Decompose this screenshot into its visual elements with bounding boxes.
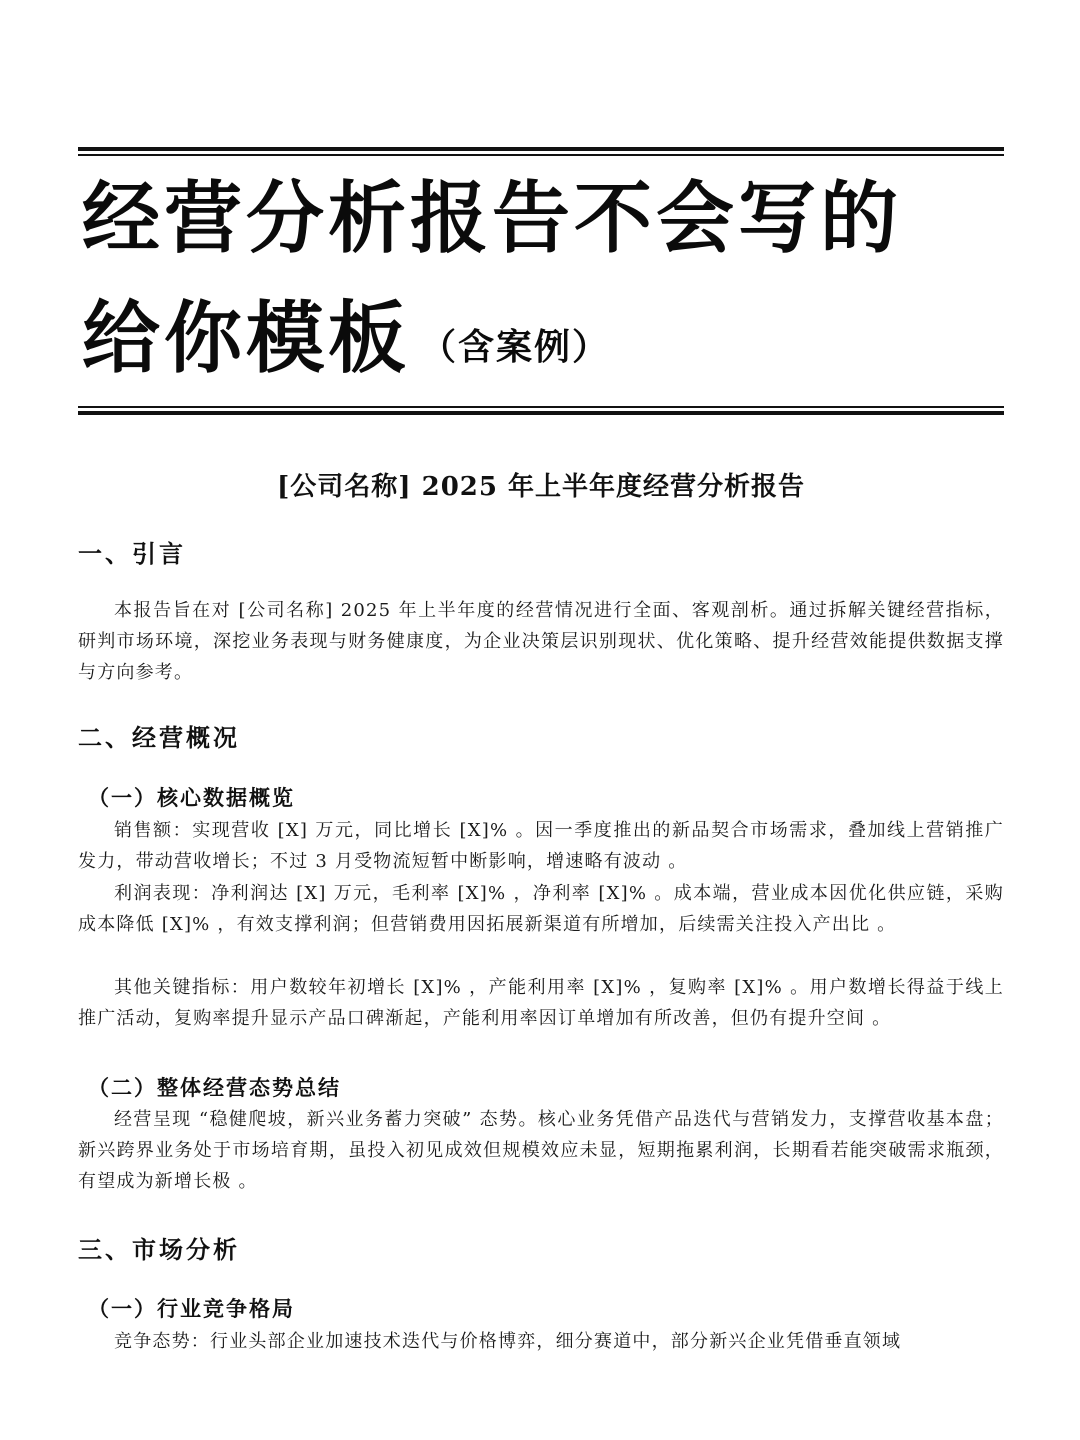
intro-paragraph: 本报告旨在对 [公司名称] 2025 年上半年度的经营情况进行全面、客观剖析。通过拆解关键经营指标，研判市场环境，深挖业务表现与财务健康度，为企业决策层识别现状、优化策略、提升经营效能提供数据支撑与方向参考。	[78, 600, 1004, 683]
subheading-overall-summary: （二）整体经营态势总结	[88, 1075, 341, 1100]
other-metrics-paragraph: 其他关键指标：用户数较年初增长 [X]% ，产能利用率 [X]% ，复购率 [X]% 。用户数增长得益于线上推广活动，复购率提升显示产品口碑渐起，产能利用率因订单增加有所改善，但仍有提升空间 。	[78, 977, 1004, 1029]
cover-title-main: 给你模板	[82, 294, 411, 384]
profit-paragraph: 利润表现：净利润达 [X] 万元，毛利率 [X]% ，净利率 [X]% 。成本端，营业成本因优化供应链，采购成本降低 [X]% ，有效支撑利润；但营销费用因拓展新渠道有所增加，后续需关注投入产出比 。	[78, 883, 1004, 935]
cover-title-line2	[82, 294, 611, 384]
cover-title-suffix: （含案例）	[420, 327, 611, 368]
summary-paragraph: 经营呈现 “稳健爬坡，新兴业务蓄力突破” 态势。核心业务凭借产品迭代与营销发力，支撑营收基本盘；新兴跨界业务处于市场培育期，虽投入初见成效但规模效应未显，短期拖累利润，长期看若能突破需求瓶颈，有望成为新增长极 。	[78, 1109, 1004, 1192]
subheading-core-data: （一）核心数据概览	[88, 785, 295, 810]
sales-paragraph: 销售额：实现营收 [X] 万元，同比增长 [X]% 。因一季度推出的新品契合市场需求，叠加线上营销推广发力，带动营收增长；不过 3 月受物流短暂中断影响，增速略有波动 。	[78, 820, 1004, 872]
top-double-rule	[78, 147, 1004, 156]
subheading-competition: （一）行业竞争格局	[88, 1296, 295, 1321]
bottom-double-rule	[78, 406, 1004, 415]
section-heading-market: 三、市场分析	[78, 1235, 240, 1264]
cover-title-line1: 经营分析报告不会写的	[82, 174, 903, 264]
report-title: [公司名称] 2025 年上半年度经营分析报告	[276, 472, 806, 502]
section-heading-overview: 二、经营概况	[78, 723, 240, 752]
section-heading-intro: 一、引言	[78, 539, 186, 568]
competition-paragraph: 竞争态势：行业头部企业加速技术迭代与价格博弈，细分赛道中，部分新兴企业凭借垂直领域	[114, 1331, 902, 1352]
